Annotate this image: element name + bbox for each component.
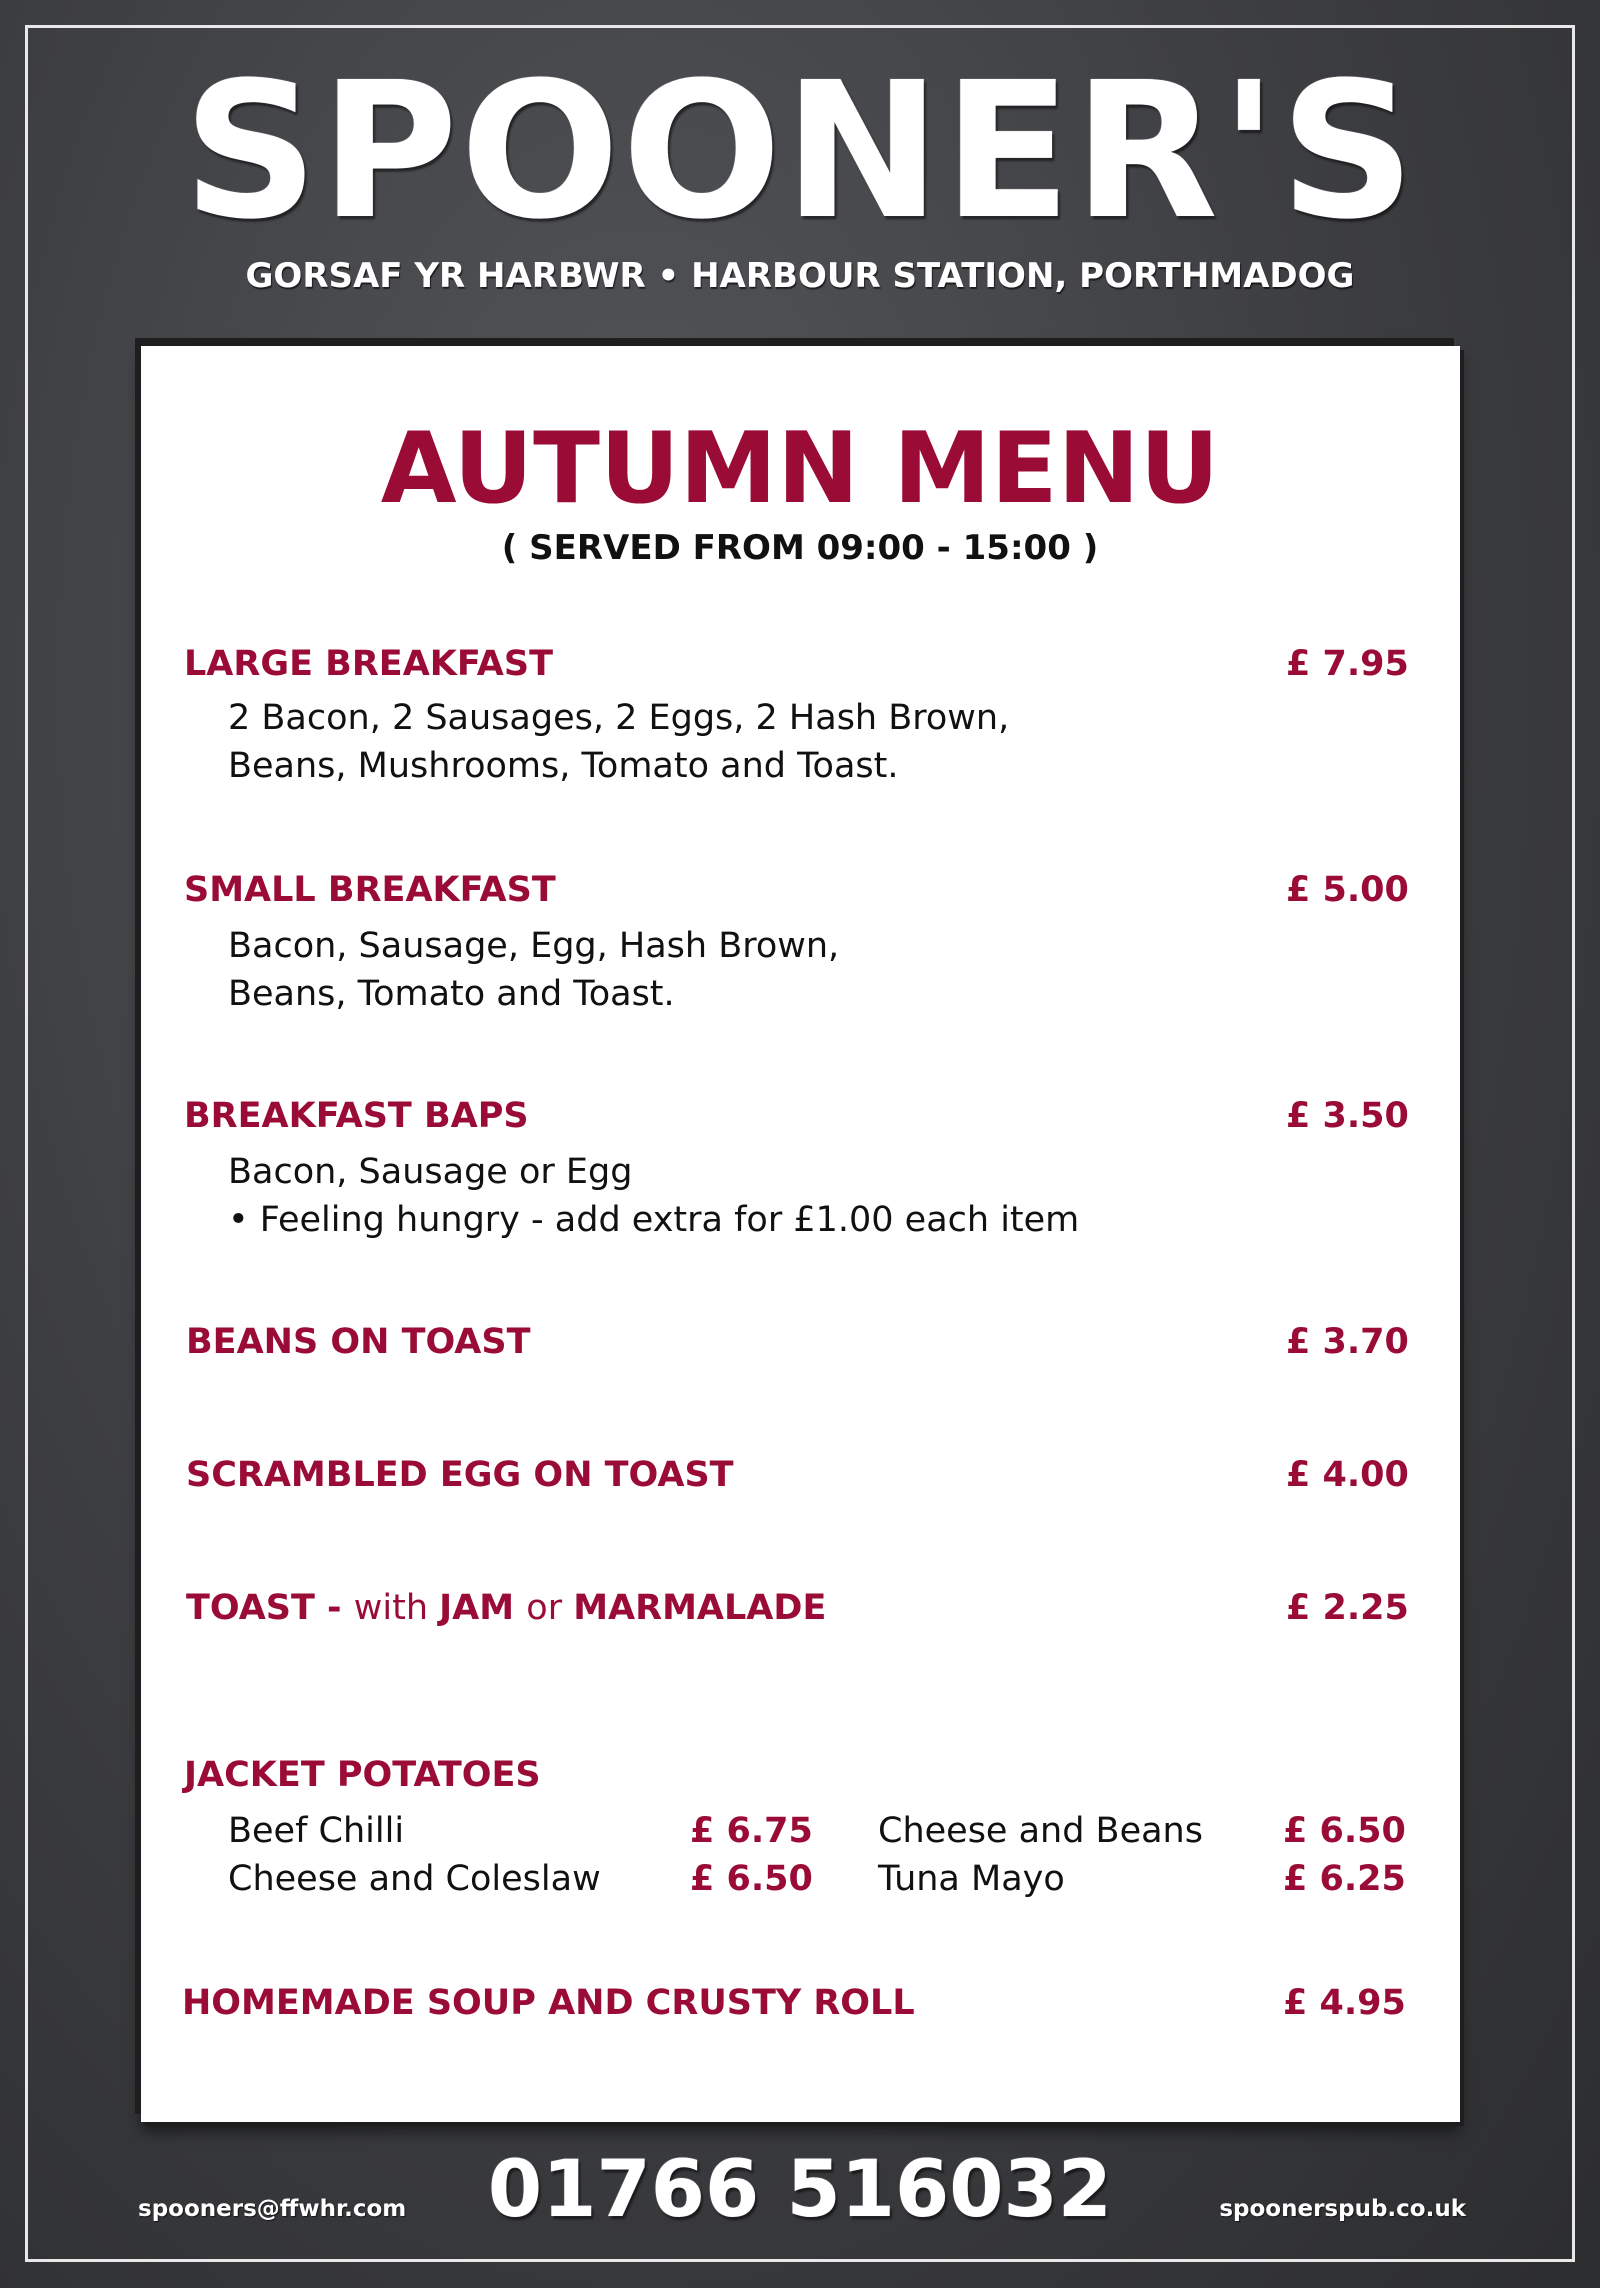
item-price: £ 3.50 [1286, 1096, 1409, 1136]
jacket-option-price: £ 6.25 [1283, 1859, 1406, 1899]
item-name-part: or [526, 1588, 574, 1628]
item-name-part: with [353, 1588, 440, 1628]
item-price: £ 4.00 [1286, 1455, 1409, 1495]
jacket-option-name: Cheese and Beans [878, 1811, 1203, 1851]
item-name: SMALL BREAKFAST [184, 870, 556, 910]
item-description: Bacon, Sausage, Egg, Hash Brown, [228, 926, 840, 966]
item-name: BEANS ON TOAST [186, 1322, 531, 1362]
jacket-option-name: Beef Chilli [228, 1811, 405, 1851]
restaurant-logo-title: SPOONER'S [182, 42, 1418, 261]
item-name [186, 1588, 826, 1628]
menu-title: AUTUMN MENU [380, 412, 1220, 526]
phone-number[interactable]: 01766 516032 [487, 2145, 1113, 2235]
item-name-part: TOAST - [186, 1588, 354, 1628]
item-name: BREAKFAST BAPS [184, 1096, 529, 1136]
website-link[interactable]: spoonerspub.co.uk [1219, 2196, 1466, 2222]
email-address[interactable]: spooners@ffwhr.com [138, 2196, 407, 2222]
item-name: SCRAMBLED EGG ON TOAST [186, 1455, 734, 1495]
location-subtitle: GORSAF YR HARBWR • HARBOUR STATION, PORTHMADOG [245, 256, 1355, 296]
item-price: £ 2.25 [1286, 1588, 1409, 1628]
jacket-option-price: £ 6.75 [690, 1811, 813, 1851]
jacket-option-name: Tuna Mayo [878, 1859, 1065, 1899]
jacket-potatoes-heading: JACKET POTATOES [184, 1755, 541, 1795]
item-price: £ 7.95 [1286, 644, 1409, 684]
jacket-option-name: Cheese and Coleslaw [228, 1859, 601, 1899]
item-description: Beans, Mushrooms, Tomato and Toast. [228, 746, 899, 786]
item-name: HOMEMADE SOUP AND CRUSTY ROLL [182, 1983, 915, 2023]
item-description: Bacon, Sausage or Egg [228, 1152, 633, 1192]
item-description: 2 Bacon, 2 Sausages, 2 Eggs, 2 Hash Brown, [228, 698, 1010, 738]
item-name: LARGE BREAKFAST [184, 644, 553, 684]
item-description: Beans, Tomato and Toast. [228, 974, 675, 1014]
item-name-part: MARMALADE [573, 1588, 827, 1628]
item-price: £ 3.70 [1286, 1322, 1409, 1362]
item-price: £ 4.95 [1283, 1983, 1406, 2023]
item-description: • Feeling hungry - add extra for £1.00 each item [228, 1200, 1080, 1240]
item-name-part: JAM [439, 1588, 527, 1628]
jacket-option-price: £ 6.50 [690, 1859, 813, 1899]
serving-hours: ( SERVED FROM 09:00 - 15:00 ) [501, 528, 1099, 568]
jacket-option-price: £ 6.50 [1283, 1811, 1406, 1851]
item-price: £ 5.00 [1286, 870, 1409, 910]
